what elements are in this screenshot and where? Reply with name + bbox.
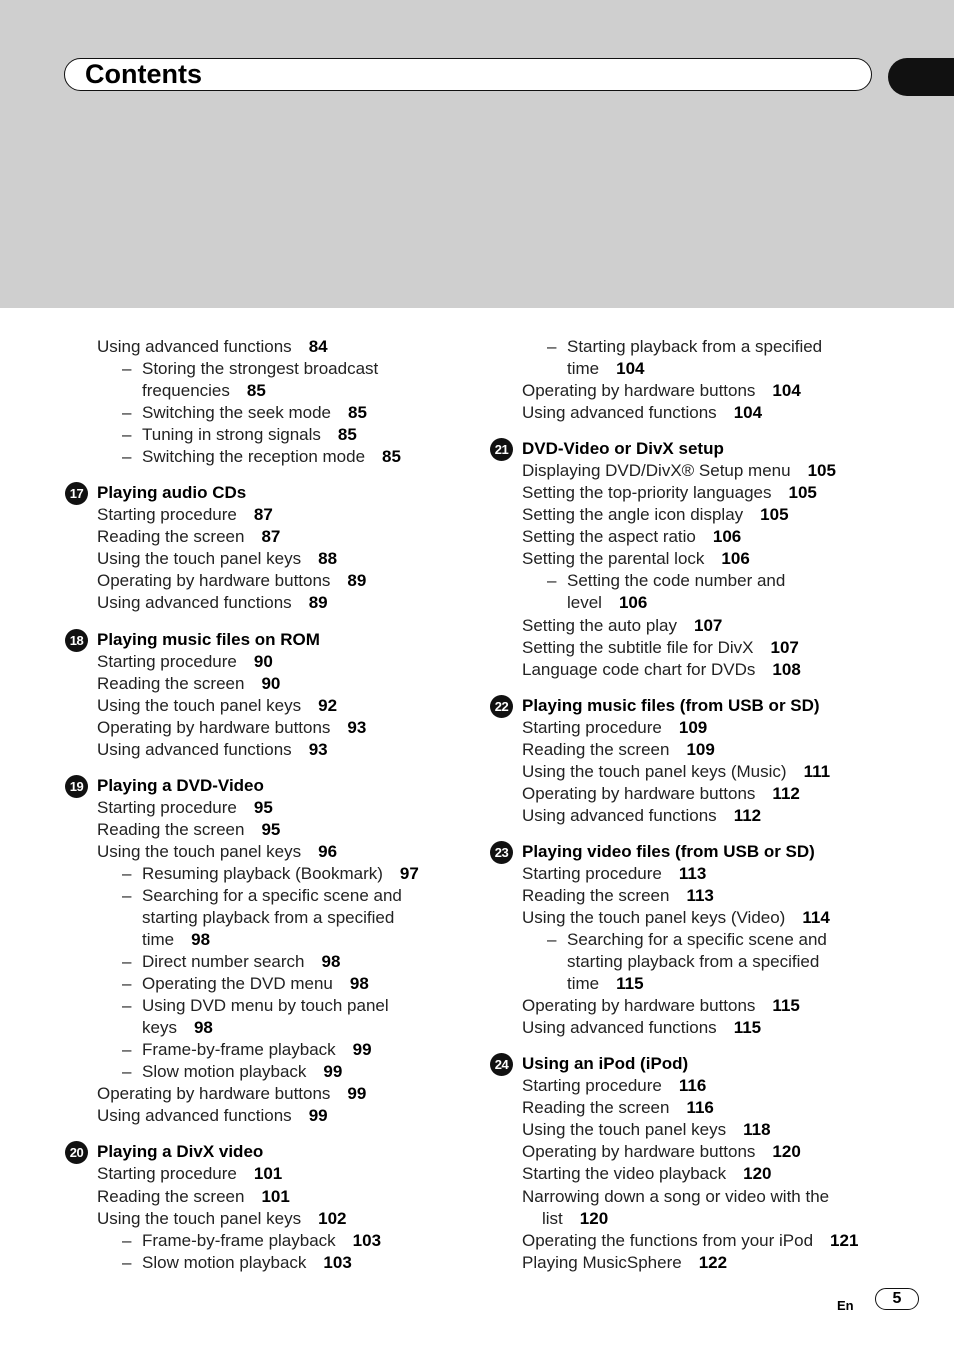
entry-text: Operating by hardware buttons: [97, 717, 331, 737]
entry-text: Operating by hardware buttons: [522, 381, 756, 401]
entry-page-number: 85: [348, 403, 367, 423]
toc-right-column: [489, 336, 889, 1274]
entry-text: Using advanced functions: [522, 805, 717, 825]
entry-text: Switching the reception mode: [142, 447, 366, 467]
entry-page-number: 116: [678, 1076, 707, 1096]
chapter-title: Playing music files on ROM: [97, 629, 320, 649]
toc-subentry[interactable]: [64, 402, 484, 424]
toc-entry[interactable]: [64, 695, 484, 717]
section-spacer: [489, 424, 889, 438]
toc-entry[interactable]: [64, 819, 484, 841]
entry-text: Using the touch panel keys: [97, 549, 302, 569]
entry-text-line: Narrowing down a song or video with the: [522, 1186, 830, 1206]
chapter-title: Using an iPod (iPod): [522, 1054, 689, 1074]
entry-text: Using the touch panel keys (Music): [522, 761, 787, 781]
entry-page-number: 105: [760, 505, 789, 525]
section-tab: [888, 58, 954, 96]
toc-subentry[interactable]: [64, 1039, 484, 1061]
entry-page-number: 88: [318, 549, 338, 569]
entry-page-number: 108: [772, 659, 801, 679]
entry-page-number: 85: [382, 447, 401, 467]
toc-entry[interactable]: [64, 592, 484, 614]
toc-entry[interactable]: [64, 504, 484, 526]
entry-text: Starting procedure: [522, 863, 662, 883]
entry-page-number: 85: [337, 425, 357, 445]
toc-entry[interactable]: [489, 761, 889, 783]
entry-page-number: 85: [246, 381, 266, 401]
entry-page-number: 101: [261, 1186, 290, 1206]
entry-page-number: 109: [686, 739, 715, 759]
entry-page-number: 93: [308, 739, 328, 759]
entry-text: Using advanced functions: [97, 593, 292, 613]
toc-entry[interactable]: [64, 1208, 484, 1230]
entry-text: Reading the screen: [97, 1186, 245, 1206]
entry-text-line: starting playback from a specified: [142, 907, 395, 927]
chapter-title: Playing a DVD-Video: [97, 775, 264, 795]
toc-entry[interactable]: [489, 783, 889, 805]
toc-entry[interactable]: [489, 739, 889, 761]
entry-page-number: 113: [678, 863, 707, 883]
dash-bullet: –: [122, 1252, 132, 1272]
entry-text: Setting the auto play: [522, 615, 678, 635]
entry-text: Setting the parental lock: [522, 549, 705, 569]
entry-page-number: 87: [261, 527, 281, 547]
toc-entry[interactable]: [64, 841, 484, 863]
dash-bullet: –: [547, 337, 557, 356]
entry-page-number: 99: [352, 1040, 372, 1060]
toc-subentry[interactable]: [489, 929, 889, 995]
entry-page-number: 97: [399, 863, 419, 883]
entry-text: Starting procedure: [522, 1076, 662, 1096]
entry-page-number: 122: [698, 1252, 728, 1272]
entry-text: Language code chart for DVDs: [522, 659, 756, 679]
chapter-heading[interactable]: [489, 1053, 889, 1075]
entry-page-number: 112: [772, 783, 800, 803]
entry-text-line: list: [542, 1208, 563, 1228]
toc-subentry[interactable]: [489, 570, 889, 614]
title-frame: [64, 58, 872, 91]
toc-entry[interactable]: [64, 797, 484, 819]
entry-text: Setting the top-priority languages: [522, 483, 772, 503]
dash-bullet: –: [122, 885, 132, 905]
entry-page-number: 120: [579, 1208, 609, 1228]
toc-entry[interactable]: [489, 717, 889, 739]
toc-entry[interactable]: [64, 673, 484, 695]
toc-entry[interactable]: [64, 570, 484, 592]
toc-entry[interactable]: [489, 1163, 889, 1185]
chapter-title: Playing a DivX video: [97, 1142, 264, 1162]
entry-page-number: 105: [807, 461, 836, 481]
entry-page-number: 87: [253, 505, 273, 525]
entry-text: Operating by hardware buttons: [97, 571, 331, 591]
entry-page-number: 96: [318, 841, 338, 861]
entry-text: Starting procedure: [97, 505, 237, 525]
language-label: En: [837, 1298, 854, 1313]
toc-entry[interactable]: [489, 1119, 889, 1141]
toc-subentry[interactable]: [64, 973, 484, 995]
entry-page-number: 89: [347, 571, 367, 591]
entry-page-number: 115: [733, 1018, 762, 1038]
entry-text: Playing MusicSphere: [522, 1252, 682, 1272]
entry-page-number: 106: [721, 549, 750, 569]
toc-entry[interactable]: [489, 885, 889, 907]
chapter-number-badge: 18: [65, 629, 88, 652]
toc-entry[interactable]: [489, 548, 889, 570]
entry-text: Operating by hardware buttons: [522, 996, 756, 1016]
chapter-heading[interactable]: [489, 695, 889, 717]
entry-text: Using advanced functions: [522, 403, 717, 423]
entry-text: Switching the seek mode: [142, 403, 331, 423]
toc-subentry[interactable]: [64, 1230, 484, 1252]
entry-page-number: 112: [733, 805, 762, 825]
entry-page-number: 95: [261, 819, 281, 839]
toc-entry[interactable]: [64, 1163, 484, 1185]
toc-entry[interactable]: [489, 402, 889, 424]
entry-page-number: 93: [347, 717, 367, 737]
entry-page-number: 104: [733, 403, 763, 423]
toc-entry[interactable]: [489, 526, 889, 548]
page-title: Contents: [85, 59, 202, 89]
dash-bullet: –: [122, 952, 132, 972]
toc-entry[interactable]: [489, 460, 889, 482]
section-spacer: [64, 761, 484, 775]
section-spacer: [64, 615, 484, 629]
entry-page-number: 98: [349, 974, 369, 994]
entry-page-number: 90: [261, 673, 281, 693]
entry-page-number: 115: [772, 996, 800, 1016]
toc-entry[interactable]: [489, 504, 889, 526]
toc-entry[interactable]: [489, 995, 889, 1017]
entry-text: Setting the angle icon display: [522, 505, 744, 525]
entry-text-line: Searching for a specific scene and: [567, 930, 827, 950]
entry-page-number: 105: [788, 483, 817, 503]
entry-page-number: 114: [802, 907, 830, 927]
toc-entry[interactable]: [489, 1017, 889, 1039]
entry-page-number: 84: [308, 337, 328, 356]
entry-page-number: 99: [347, 1084, 367, 1104]
toc-entry[interactable]: [489, 1097, 889, 1119]
entry-page-number: 98: [193, 1018, 213, 1038]
toc-entry[interactable]: [489, 1252, 889, 1274]
chapter-heading[interactable]: [64, 482, 484, 504]
entry-text: Frame-by-frame playback: [142, 1230, 336, 1250]
entry-text-line: time: [567, 359, 600, 379]
entry-text: Reading the screen: [97, 673, 245, 693]
section-spacer: [64, 468, 484, 482]
entry-text: Reading the screen: [97, 819, 245, 839]
entry-text: Starting procedure: [97, 797, 237, 817]
dash-bullet: –: [122, 1040, 132, 1060]
entry-page-number: 107: [770, 637, 799, 657]
toc-entry[interactable]: [489, 380, 889, 402]
entry-text: Slow motion playback: [142, 1252, 307, 1272]
entry-page-number: 103: [323, 1252, 352, 1272]
entry-text-line: Setting the code number and: [567, 571, 786, 591]
toc-entry[interactable]: [64, 739, 484, 761]
entry-text: Direct number search: [142, 952, 305, 972]
entry-text: Operating the DVD menu: [142, 974, 333, 994]
toc-left-column: [64, 336, 484, 1274]
entry-text-line: frequencies: [142, 381, 230, 401]
dash-bullet: –: [122, 1230, 132, 1250]
entry-text: Reading the screen: [522, 885, 670, 905]
chapter-number-badge: 17: [65, 482, 88, 505]
chapter-heading[interactable]: [64, 775, 484, 797]
entry-page-number: 113: [686, 885, 714, 905]
chapter-number-badge: 21: [490, 438, 513, 461]
entry-page-number: 95: [253, 797, 273, 817]
dash-bullet: –: [122, 359, 132, 379]
chapter-title: Playing music files (from USB or SD): [522, 695, 820, 715]
toc-entry[interactable]: [64, 1083, 484, 1105]
entry-page-number: 90: [253, 651, 273, 671]
toc-entry[interactable]: [64, 336, 484, 358]
section-spacer: [64, 1127, 484, 1141]
entry-page-number: 109: [678, 717, 708, 737]
toc-subentry[interactable]: [64, 1252, 484, 1274]
entry-text: Starting procedure: [522, 717, 662, 737]
entry-page-number: 107: [694, 615, 723, 635]
chapter-heading[interactable]: [64, 629, 484, 651]
entry-text: Starting procedure: [97, 651, 237, 671]
header-band: [0, 0, 954, 308]
dash-bullet: –: [547, 930, 557, 950]
entry-page-number: 106: [712, 527, 742, 547]
toc-entry[interactable]: [489, 659, 889, 681]
entry-page-number: 120: [743, 1164, 772, 1184]
entry-text: Using the touch panel keys: [97, 695, 302, 715]
entry-page-number: 111: [803, 761, 831, 781]
page-number: 5: [875, 1288, 919, 1310]
entry-page-number: 92: [318, 695, 338, 715]
entry-text: Using advanced functions: [97, 739, 292, 759]
chapter-number-badge: 20: [65, 1141, 88, 1164]
section-spacer: [489, 827, 889, 841]
entry-text-line: time: [567, 974, 600, 994]
chapter-number-badge: 23: [490, 841, 513, 864]
entry-text: Starting the video playback: [522, 1164, 727, 1184]
entry-text-line: Searching for a specific scene and: [142, 885, 402, 905]
entry-text: Using the touch panel keys: [97, 1208, 302, 1228]
toc-subentry[interactable]: [64, 863, 484, 885]
toc-entry[interactable]: [64, 717, 484, 739]
toc-entry[interactable]: [489, 1230, 889, 1252]
toc-subentry[interactable]: [64, 1061, 484, 1083]
entry-text: Reading the screen: [522, 1098, 670, 1118]
entry-text: Starting procedure: [97, 1164, 237, 1184]
entry-text: Using the touch panel keys (Video): [522, 907, 786, 927]
toc-entry[interactable]: [64, 651, 484, 673]
entry-text: Frame-by-frame playback: [142, 1040, 336, 1060]
entry-page-number: 120: [772, 1142, 801, 1162]
dash-bullet: –: [122, 425, 132, 445]
dash-bullet: –: [122, 974, 132, 994]
toc-entry[interactable]: [64, 1105, 484, 1127]
entry-text: Using advanced functions: [522, 1018, 717, 1038]
chapter-title: Playing video files (from USB or SD): [522, 841, 815, 861]
chapter-heading[interactable]: [489, 438, 889, 460]
dash-bullet: –: [547, 571, 557, 591]
entry-text-line: Using DVD menu by touch panel: [142, 996, 389, 1016]
toc-entry[interactable]: [489, 1186, 889, 1230]
entry-text: Reading the screen: [97, 527, 245, 547]
entry-text: Using the touch panel keys: [97, 841, 302, 861]
section-spacer: [489, 681, 889, 695]
entry-page-number: 99: [323, 1062, 343, 1082]
toc-entry[interactable]: [64, 526, 484, 548]
entry-page-number: 115: [616, 974, 644, 994]
toc-entry[interactable]: [489, 637, 889, 659]
toc-subentry[interactable]: [489, 336, 889, 380]
toc-entry[interactable]: [489, 1141, 889, 1163]
entry-text: Operating by hardware buttons: [522, 783, 756, 803]
entry-text: Resuming playback (Bookmark): [142, 863, 383, 883]
toc-entry[interactable]: [489, 805, 889, 827]
toc-entry[interactable]: [489, 615, 889, 637]
entry-text: Operating the functions from your iPod: [522, 1230, 814, 1250]
entry-text-line: time: [142, 930, 175, 950]
section-spacer: [489, 1039, 889, 1053]
dash-bullet: –: [122, 996, 132, 1016]
entry-text: Operating by hardware buttons: [97, 1084, 331, 1104]
chapter-title: DVD-Video or DivX setup: [522, 439, 724, 459]
toc-subentry[interactable]: [64, 424, 484, 446]
toc-entry[interactable]: [64, 548, 484, 570]
entry-page-number: 106: [618, 593, 648, 613]
dash-bullet: –: [122, 403, 132, 423]
entry-page-number: 103: [352, 1230, 382, 1250]
entry-text-line: level: [567, 593, 602, 613]
entry-page-number: 98: [191, 930, 211, 950]
entry-text: Operating by hardware buttons: [522, 1142, 756, 1162]
entry-page-number: 101: [253, 1164, 283, 1184]
dash-bullet: –: [122, 1062, 132, 1082]
chapter-number-badge: 19: [65, 775, 88, 798]
entry-page-number: 98: [321, 952, 341, 972]
entry-text: Setting the subtitle file for DivX: [522, 637, 754, 657]
entry-text: Slow motion playback: [142, 1062, 307, 1082]
entry-text: Using advanced functions: [97, 337, 292, 356]
toc-entry[interactable]: [489, 907, 889, 929]
entry-page-number: 121: [830, 1230, 859, 1250]
chapter-number-badge: 22: [490, 695, 513, 718]
entry-page-number: 118: [743, 1120, 771, 1140]
entry-page-number: 104: [772, 381, 801, 401]
entry-text: Setting the aspect ratio: [522, 527, 696, 547]
entry-page-number: 116: [686, 1098, 714, 1118]
dash-bullet: –: [122, 863, 132, 883]
toc-subentry[interactable]: [64, 885, 484, 951]
entry-text: Displaying DVD/DivX® Setup menu: [522, 461, 791, 481]
entry-text: Reading the screen: [522, 739, 670, 759]
chapter-title: Playing audio CDs: [97, 483, 247, 503]
toc-subentry[interactable]: [64, 446, 484, 468]
chapter-heading[interactable]: [64, 1141, 484, 1163]
entry-page-number: 89: [308, 593, 328, 613]
toc-subentry[interactable]: [64, 995, 484, 1039]
toc-entry[interactable]: [489, 863, 889, 885]
entry-text-line: Storing the strongest broadcast: [142, 359, 379, 379]
entry-text: Tuning in strong signals: [142, 425, 321, 445]
chapter-heading[interactable]: [489, 841, 889, 863]
toc-entry[interactable]: [489, 482, 889, 504]
dash-bullet: –: [122, 447, 132, 467]
entry-text-line: starting playback from a specified: [567, 952, 820, 972]
entry-text: Using the touch panel keys: [522, 1120, 727, 1140]
entry-page-number: 102: [318, 1208, 347, 1228]
entry-page-number: 104: [616, 359, 645, 379]
entry-page-number: 99: [308, 1106, 328, 1126]
toc-entry[interactable]: [489, 1075, 889, 1097]
toc-subentry[interactable]: [64, 951, 484, 973]
entry-text-line: keys: [142, 1018, 177, 1038]
chapter-number-badge: 24: [490, 1053, 513, 1076]
entry-text: Using advanced functions: [97, 1106, 292, 1126]
entry-text-line: Starting playback from a specified: [567, 337, 823, 356]
toc-entry[interactable]: [64, 1186, 484, 1208]
toc-subentry[interactable]: [64, 358, 484, 402]
